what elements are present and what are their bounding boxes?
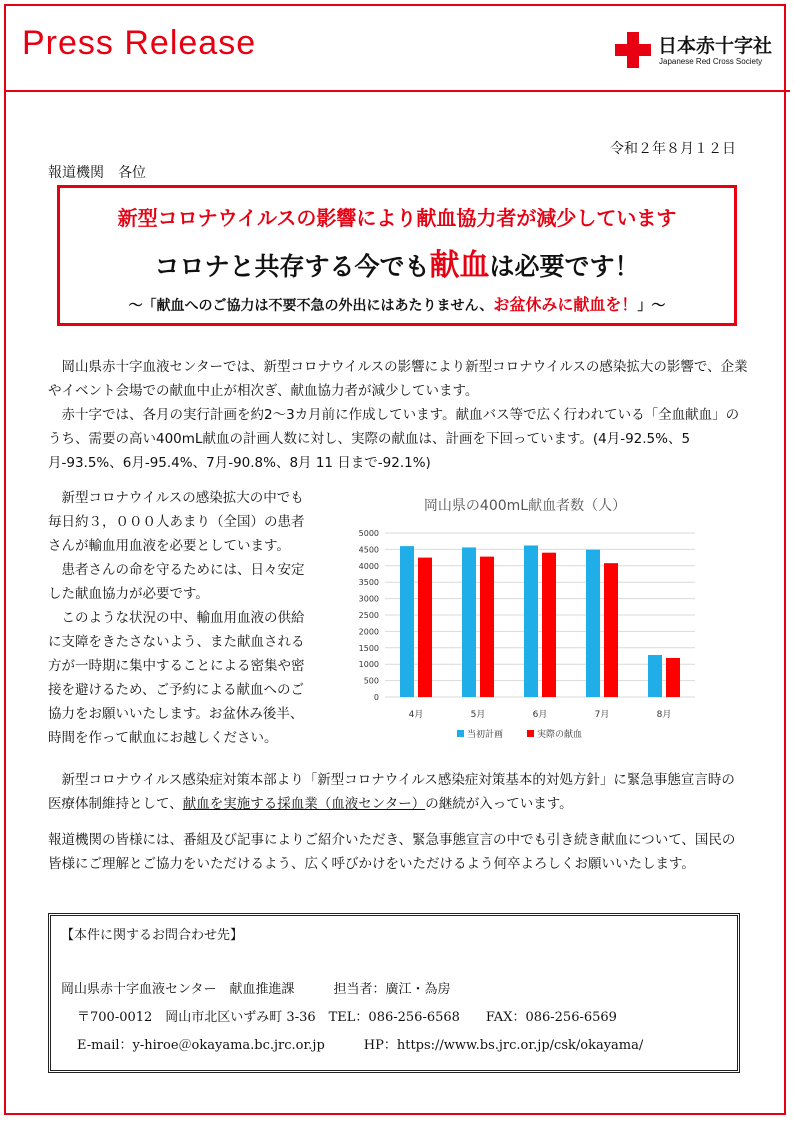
header-divider — [4, 90, 790, 92]
logo-org-name: 日本赤十字社 — [658, 35, 773, 57]
tagline-pre: ～「献血へのご協力は不要不急の外出にはあたりません、 — [128, 298, 494, 314]
chart-svg — [345, 490, 705, 750]
addressee: 報道機関 各位 — [48, 165, 146, 181]
headline-sub-post: は必要です！ — [489, 252, 640, 281]
headline-sub-pre: コロナと共存する今でも — [154, 252, 430, 281]
paragraph-plan: 赤十字では、各月の実行計画を約2～3カ月前に作成しています。献血バス等で広く行われている「全血献血」のうち、需要の高い400mL献血の計画人数に対し、実際の献血は、計画を下回っています。(4月-92.5%、5月-93.5%、6月-95.4%、7月-90.8%、8月 11 日まで-92.1%) — [48, 407, 740, 471]
contact-address-phone: 〒700-0012 岡山市北区いずみ町 3-36 TEL：086-256-6568 FAX：086-256-6569 — [77, 1010, 617, 1025]
emergency-text-pre: 新型コロナウイルス感染症対策本部より「新型コロナウイルス感染症対策基本的対処方針」に緊急事態宣言時の医療体制維持として、 — [48, 772, 735, 812]
y-tick-label: 1500 — [358, 643, 379, 653]
y-tick-label: 5000 — [358, 529, 379, 538]
bar-actual — [418, 558, 432, 697]
red-cross-logo — [615, 30, 775, 70]
x-tick-label: 4月 — [408, 710, 424, 720]
y-tick-label: 2500 — [358, 611, 379, 620]
bar-plan — [648, 655, 662, 697]
paragraph-patients: 新型コロナウイルスの感染拡大の中でも毎日約３，０００人あまり（全国）の患者さんが輸血用血液を必要としています。 — [48, 490, 305, 554]
left-column-text — [48, 486, 308, 750]
bar-actual — [604, 563, 618, 697]
chart-title: 岡山県の400mL献血者数（人） — [423, 498, 627, 514]
bar-plan — [400, 546, 414, 697]
y-tick-label: 0 — [373, 693, 379, 702]
paragraph-press-request: 報道機関の皆様には、番組及び記事によりご紹介いただき、緊急事態宣言の中でも引き続き献血について、国民の皆様にご理解とご協力をいただけるよう、広く呼びかけをいただけるよう何卒よろしくお願いいたします。 — [48, 832, 736, 872]
emergency-text-underlined: 献血を実施する採血業（血液センター） — [182, 796, 426, 812]
y-tick-label: 500 — [363, 676, 379, 686]
y-tick-label: 2000 — [358, 627, 379, 637]
legend-label: 当初計画 — [467, 730, 504, 740]
y-tick-label: 3000 — [358, 594, 379, 604]
press-release-title: Press Release — [22, 24, 257, 62]
contact-heading: 【本件に関するお問合わせ先】 — [61, 928, 244, 943]
headline-box — [57, 185, 737, 326]
emergency-text-post: の継続が入っています。 — [425, 796, 573, 812]
logo-org-name-en: Japanese Red Cross Society — [659, 57, 763, 66]
bar-plan — [586, 550, 600, 697]
bar-actual — [666, 658, 680, 697]
headline-tagline — [60, 292, 734, 315]
x-tick-label: 6月 — [532, 710, 548, 720]
bar-plan — [462, 547, 476, 697]
release-date: 令和２年８月１２日 — [610, 141, 736, 157]
red-cross-icon — [615, 32, 651, 68]
tagline-post: 」～ — [637, 298, 666, 314]
contact-department: 岡山県赤十字血液センター 献血推進課 担当者：廣江・為房 — [61, 982, 451, 997]
headline-sub-emphasis: 献血 — [429, 248, 490, 283]
bar-actual — [480, 557, 494, 697]
x-tick-label: 7月 — [594, 710, 610, 720]
bar-plan — [524, 545, 538, 697]
x-tick-label: 8月 — [656, 710, 672, 720]
headline-sub — [60, 240, 734, 284]
paragraph-reservation: このような状況の中、輸血用血液の供給に支障をきたさないよう、また献血される方が一時期に集中することによる密集や密接を避けるため、ご予約による献血へのご協力をお願いいたします。お盆休み後半、時間を作って献血にお越しください。 — [48, 610, 305, 746]
y-tick-label: 1000 — [358, 660, 379, 670]
bar-actual — [542, 553, 556, 697]
paragraph-stable: 患者さんの命を守るためには、日々安定した献血協力が必要です。 — [48, 562, 305, 602]
donation-chart — [345, 490, 705, 750]
headline-main: 新型コロナウイルスの影響により献血協力者が減少しています — [117, 206, 677, 230]
paragraph-emergency — [48, 768, 748, 816]
paragraph-intro: 岡山県赤十字血液センターでは、新型コロナウイルスの影響により新型コロナウイルスの感染拡大の影響で、企業やイベント会場での献血中止が相次ぎ、献血協力者が減少しています。 — [48, 359, 748, 399]
tagline-emphasis: お盆休みに献血を！ — [493, 295, 638, 314]
x-tick-label: 5月 — [470, 710, 486, 720]
contact-email-web: E-mail：y-hiroe＠okayama.bc.jrc.or.jp HP：https://www.bs.jrc.or.jp/csk/okayama/ — [77, 1038, 644, 1053]
y-tick-label: 4500 — [358, 545, 379, 555]
y-tick-label: 4000 — [358, 561, 379, 571]
y-tick-label: 3500 — [358, 578, 379, 588]
contact-box — [48, 913, 740, 1073]
legend-swatch — [527, 730, 534, 737]
legend-swatch — [457, 730, 464, 737]
legend-label: 実際の献血 — [537, 730, 583, 740]
